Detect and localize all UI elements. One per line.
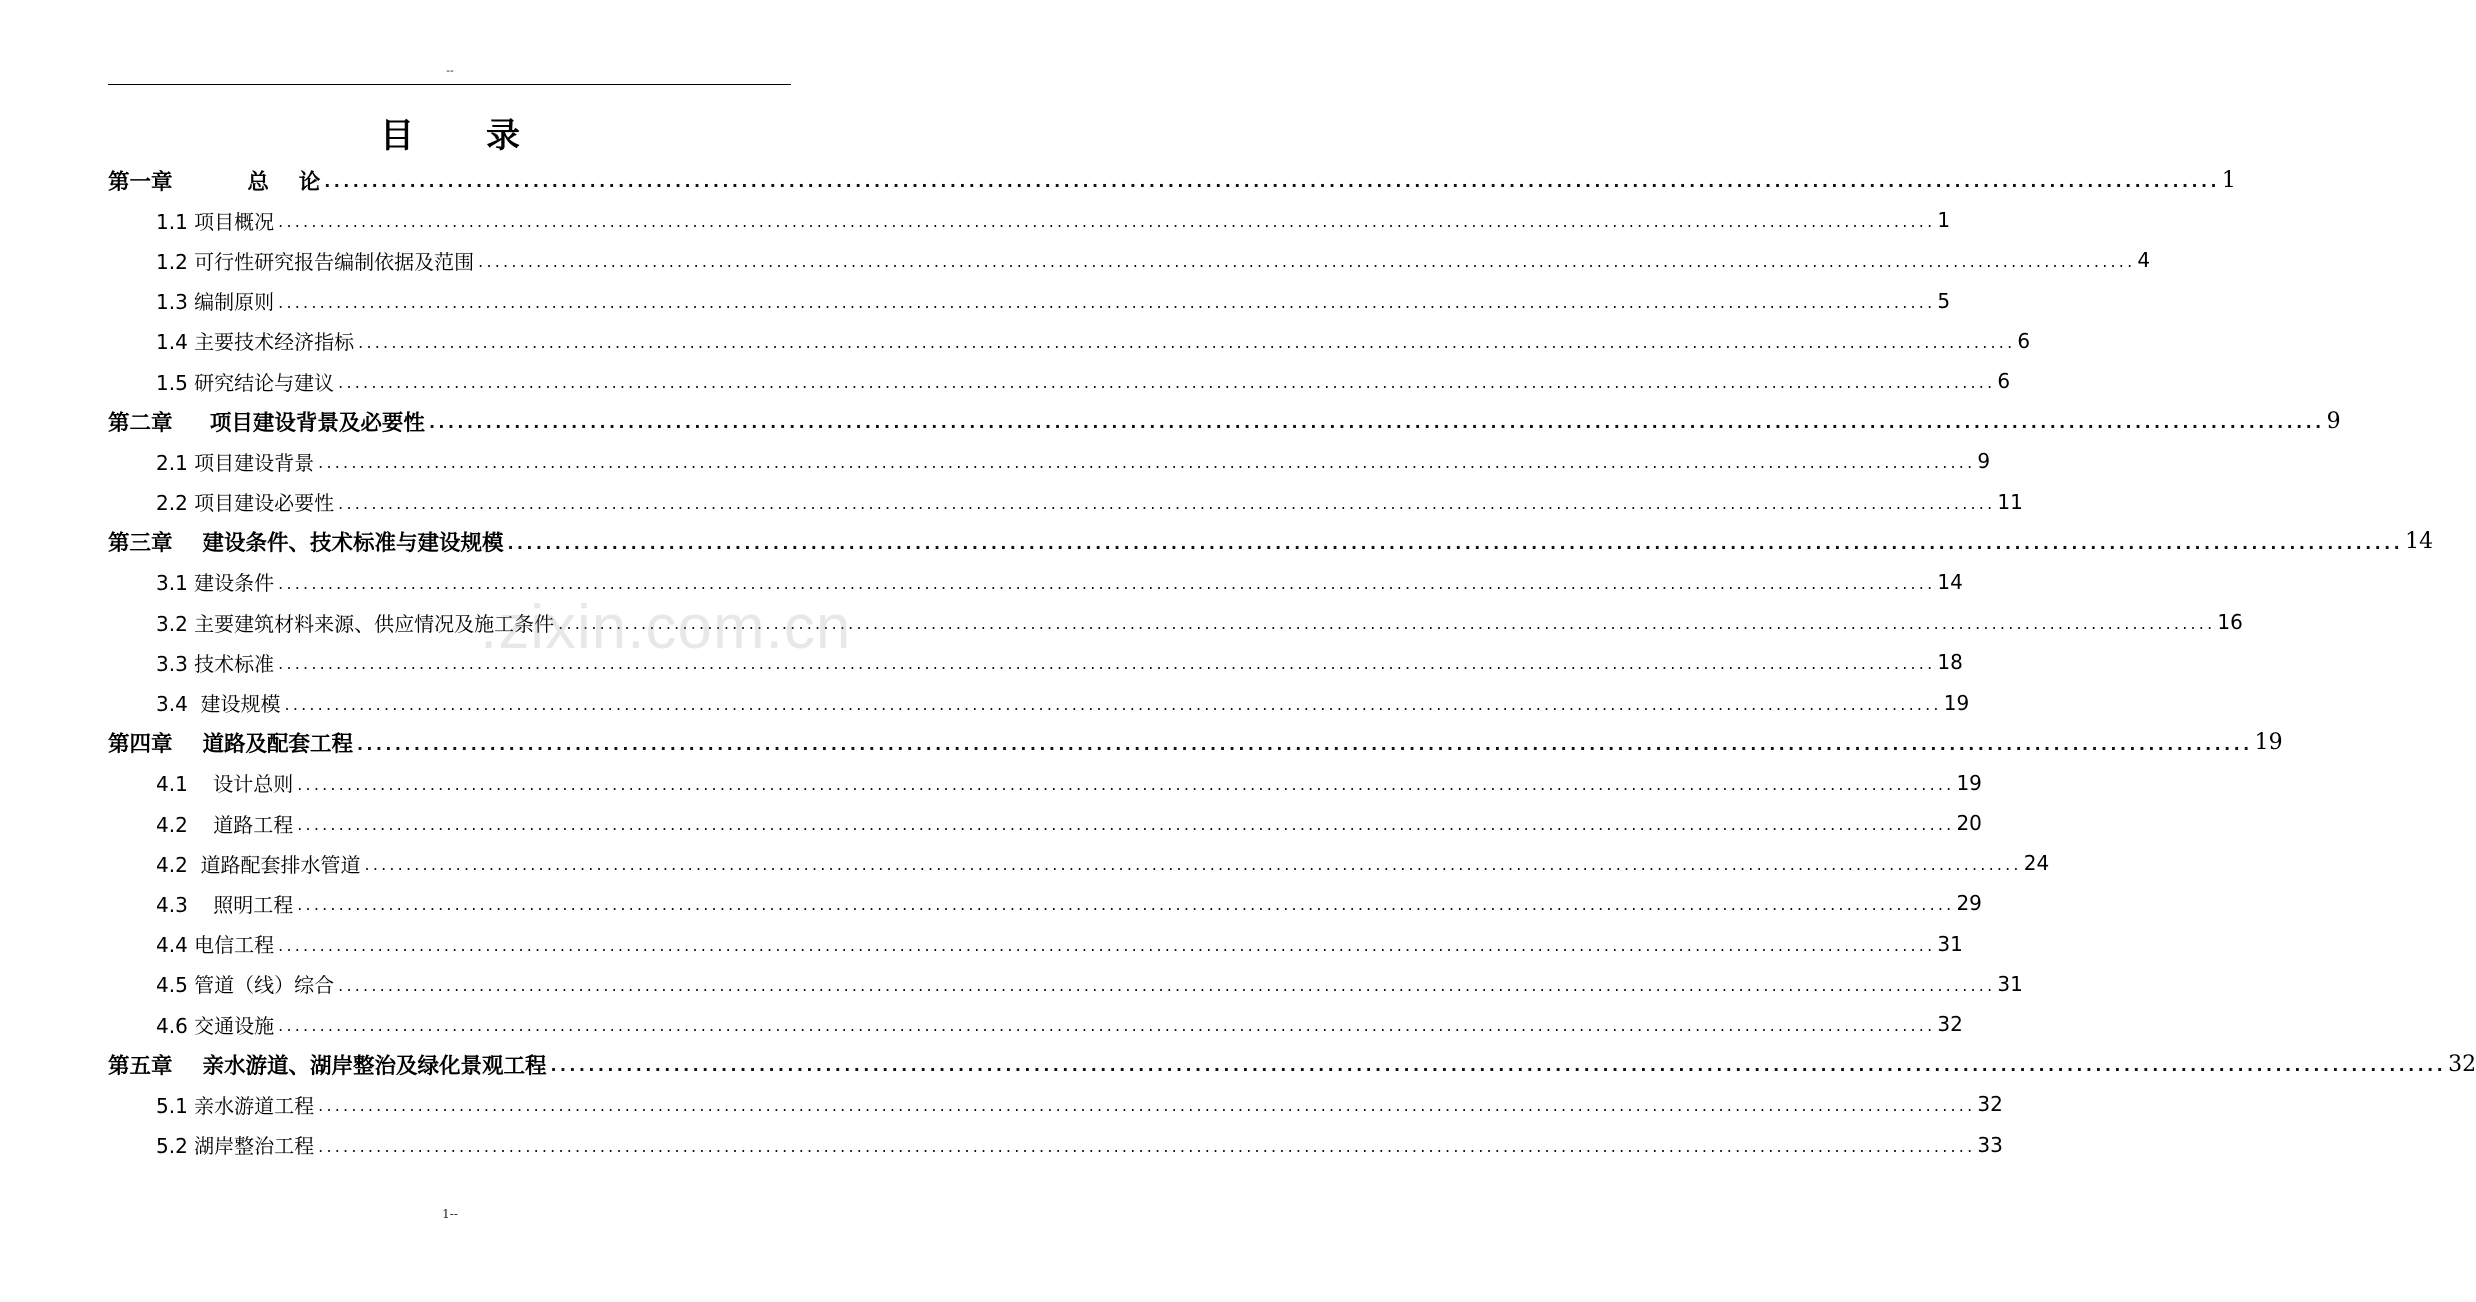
toc-section-entry[interactable] — [108, 361, 2011, 401]
toc-section-entry[interactable] — [108, 1125, 2003, 1165]
toc-leader-dots: ........................................................................................................................................................................................................ — [278, 212, 1936, 232]
toc-entry-label: 第一章 总 论 — [108, 165, 324, 196]
toc-page-number: 31 — [1997, 971, 2023, 996]
toc-leader-dots: ........................................................................................................................................................................................................ — [318, 453, 1976, 473]
toc-section-entry[interactable] — [108, 803, 1982, 843]
toc-entry-label: 4.2 道路配套排水管道 — [156, 849, 365, 878]
toc-entry-label: 4.4 电信工程 — [156, 929, 278, 958]
toc-entry-label: 第三章 建设条件、技术标准与建设规模 — [108, 526, 507, 557]
toc-page-number: 4 — [2137, 248, 2151, 273]
toc-leader-dots: ........................................................................................................................................................................................................ — [364, 855, 2022, 875]
toc-leader-dots: ........................................................................................................................................................................................................ — [297, 895, 1955, 915]
toc-section-entry[interactable] — [108, 924, 1963, 964]
toc-entry-label: 4.6 交通设施 — [156, 1010, 278, 1039]
toc-leader-dots: ........................................................................................................................................................................................................ — [478, 252, 2136, 272]
toc-leader-dots: ........................................................................................................................................................................................................ — [318, 1096, 1976, 1116]
toc-leader-dots: ........................................................................................................................................................................................................ — [550, 1056, 2447, 1076]
toc-section-entry[interactable] — [108, 240, 2151, 280]
page-footer-mark: 1-- — [442, 1207, 458, 1221]
toc-entry-label: 第五章 亲水游道、湖岸整治及绿化景观工程 — [108, 1049, 550, 1080]
toc-entry-label: 4.2 道路工程 — [156, 809, 297, 838]
toc-page-number: 9 — [2326, 408, 2341, 434]
toc-entry-label: 4.5 管道（线）综合 — [156, 969, 338, 998]
toc-leader-dots: ........................................................................................................................................................................................................ — [278, 292, 1936, 312]
toc-chapter-entry[interactable] — [108, 522, 2434, 562]
toc-section-entry[interactable] — [108, 964, 2023, 1004]
toc-title: 目录 — [380, 116, 592, 156]
toc-entry-label: 3.4 建设规模 — [156, 688, 285, 717]
toc-leader-dots: ........................................................................................................................................................................................................ — [558, 614, 2216, 634]
toc-page-number: 14 — [2405, 529, 2434, 555]
header-rule — [108, 84, 791, 85]
toc-entry-label: 4.3 照明工程 — [156, 889, 297, 918]
toc-section-entry[interactable] — [108, 1004, 1963, 1044]
toc-chapter-entry[interactable] — [108, 401, 2341, 441]
toc-page-number: 14 — [1937, 569, 1963, 594]
toc-page-number: 11 — [1997, 489, 2023, 514]
toc-page-number: 32 — [2448, 1051, 2476, 1077]
toc-section-entry[interactable] — [108, 482, 2023, 522]
watermark: .zixin.com.cn — [480, 593, 852, 662]
toc-leader-dots: ........................................................................................................................................................................................................ — [428, 413, 2325, 433]
toc-leader-dots: ........................................................................................................................................................................................................ — [338, 975, 1996, 995]
toc-section-entry[interactable] — [108, 321, 2031, 361]
toc-page-number: 18 — [1937, 650, 1963, 675]
toc-entry-label: 第二章 项目建设背景及必要性 — [108, 406, 429, 437]
toc-section-entry[interactable] — [108, 441, 1991, 481]
toc-leader-dots: ........................................................................................................................................................................................................ — [338, 493, 1996, 513]
toc-entry-label: 第四章 道路及配套工程 — [108, 727, 357, 758]
toc-entry-label: 5.2 湖岸整治工程 — [156, 1130, 318, 1159]
toc-leader-dots: ........................................................................................................................................................................................................ — [284, 694, 1942, 714]
toc-section-entry[interactable] — [108, 843, 2050, 883]
toc-leader-dots: ........................................................................................................................................................................................................ — [324, 172, 2220, 192]
toc-entry-label: 1.5 研究结论与建议 — [156, 367, 338, 396]
toc-page-number: 16 — [2217, 610, 2243, 635]
toc-page-number: 19 — [1943, 690, 1970, 715]
toc-section-entry[interactable] — [108, 763, 1982, 803]
toc-page-number: 33 — [1977, 1132, 2003, 1157]
toc-page-number: 24 — [2023, 851, 2050, 876]
toc-chapter-entry[interactable] — [108, 1044, 2476, 1084]
toc-section-entry[interactable] — [108, 1084, 2003, 1124]
toc-leader-dots: ........................................................................................................................................................................................................ — [278, 935, 1936, 955]
toc-leader-dots: ........................................................................................................................................................................................................ — [338, 373, 1996, 393]
toc-leader-dots: ........................................................................................................................................................................................................ — [297, 774, 1955, 794]
toc-leader-dots: ........................................................................................................................................................................................................ — [356, 734, 2253, 754]
toc-page-number: 19 — [1956, 770, 1982, 795]
toc-page-number: 32 — [1977, 1092, 2003, 1117]
toc-leader-dots: ........................................................................................................................................................................................................ — [278, 654, 1936, 674]
toc-leader-dots: ........................................................................................................................................................................................................ — [318, 1136, 1976, 1156]
toc-page-number: 31 — [1937, 931, 1963, 956]
table-of-contents — [108, 160, 2476, 1165]
toc-entry-label: 3.3 技术标准 — [156, 648, 278, 677]
toc-section-entry[interactable] — [108, 642, 1963, 682]
toc-chapter-entry[interactable] — [108, 723, 2283, 763]
page-header-mark: -- — [446, 64, 454, 77]
toc-page-number: 1 — [2221, 167, 2236, 193]
toc-section-entry[interactable] — [108, 200, 1951, 240]
toc-entry-label: 5.1 亲水游道工程 — [156, 1090, 318, 1119]
toc-entry-label: 3.2 主要建筑材料来源、供应情况及施工条件 — [156, 608, 558, 637]
toc-page-number: 9 — [1977, 449, 1991, 474]
toc-chapter-entry[interactable] — [108, 160, 2236, 200]
toc-leader-dots: ........................................................................................................................................................................................................ — [358, 332, 2016, 352]
toc-page-number: 1 — [1937, 208, 1951, 233]
toc-section-entry[interactable] — [108, 562, 1963, 602]
toc-section-entry[interactable] — [108, 682, 1970, 722]
toc-section-entry[interactable] — [108, 281, 1951, 321]
toc-entry-label: 4.1 设计总则 — [156, 768, 297, 797]
toc-leader-dots: ........................................................................................................................................................................................................ — [507, 533, 2404, 553]
toc-leader-dots: ........................................................................................................................................................................................................ — [297, 815, 1955, 835]
toc-leader-dots: ........................................................................................................................................................................................................ — [278, 1016, 1936, 1036]
toc-page-number: 20 — [1956, 811, 1982, 836]
toc-entry-label: 1.2 可行性研究报告编制依据及范围 — [156, 246, 478, 275]
toc-entry-label: 1.3 编制原则 — [156, 286, 278, 315]
toc-leader-dots: ........................................................................................................................................................................................................ — [278, 573, 1936, 593]
toc-page-number: 32 — [1937, 1012, 1963, 1037]
toc-entry-label: 1.4 主要技术经济指标 — [156, 326, 358, 355]
toc-entry-label: 2.1 项目建设背景 — [156, 447, 318, 476]
toc-page-number: 19 — [2254, 730, 2283, 756]
toc-section-entry[interactable] — [108, 883, 1982, 923]
toc-entry-label: 1.1 项目概况 — [156, 206, 278, 235]
toc-page-number: 6 — [2017, 328, 2031, 353]
toc-page-number: 29 — [1956, 891, 1982, 916]
toc-entry-label: 3.1 建设条件 — [156, 567, 278, 596]
toc-page-number: 5 — [1937, 288, 1951, 313]
toc-page-number: 6 — [1997, 369, 2011, 394]
toc-entry-label: 2.2 项目建设必要性 — [156, 487, 338, 516]
